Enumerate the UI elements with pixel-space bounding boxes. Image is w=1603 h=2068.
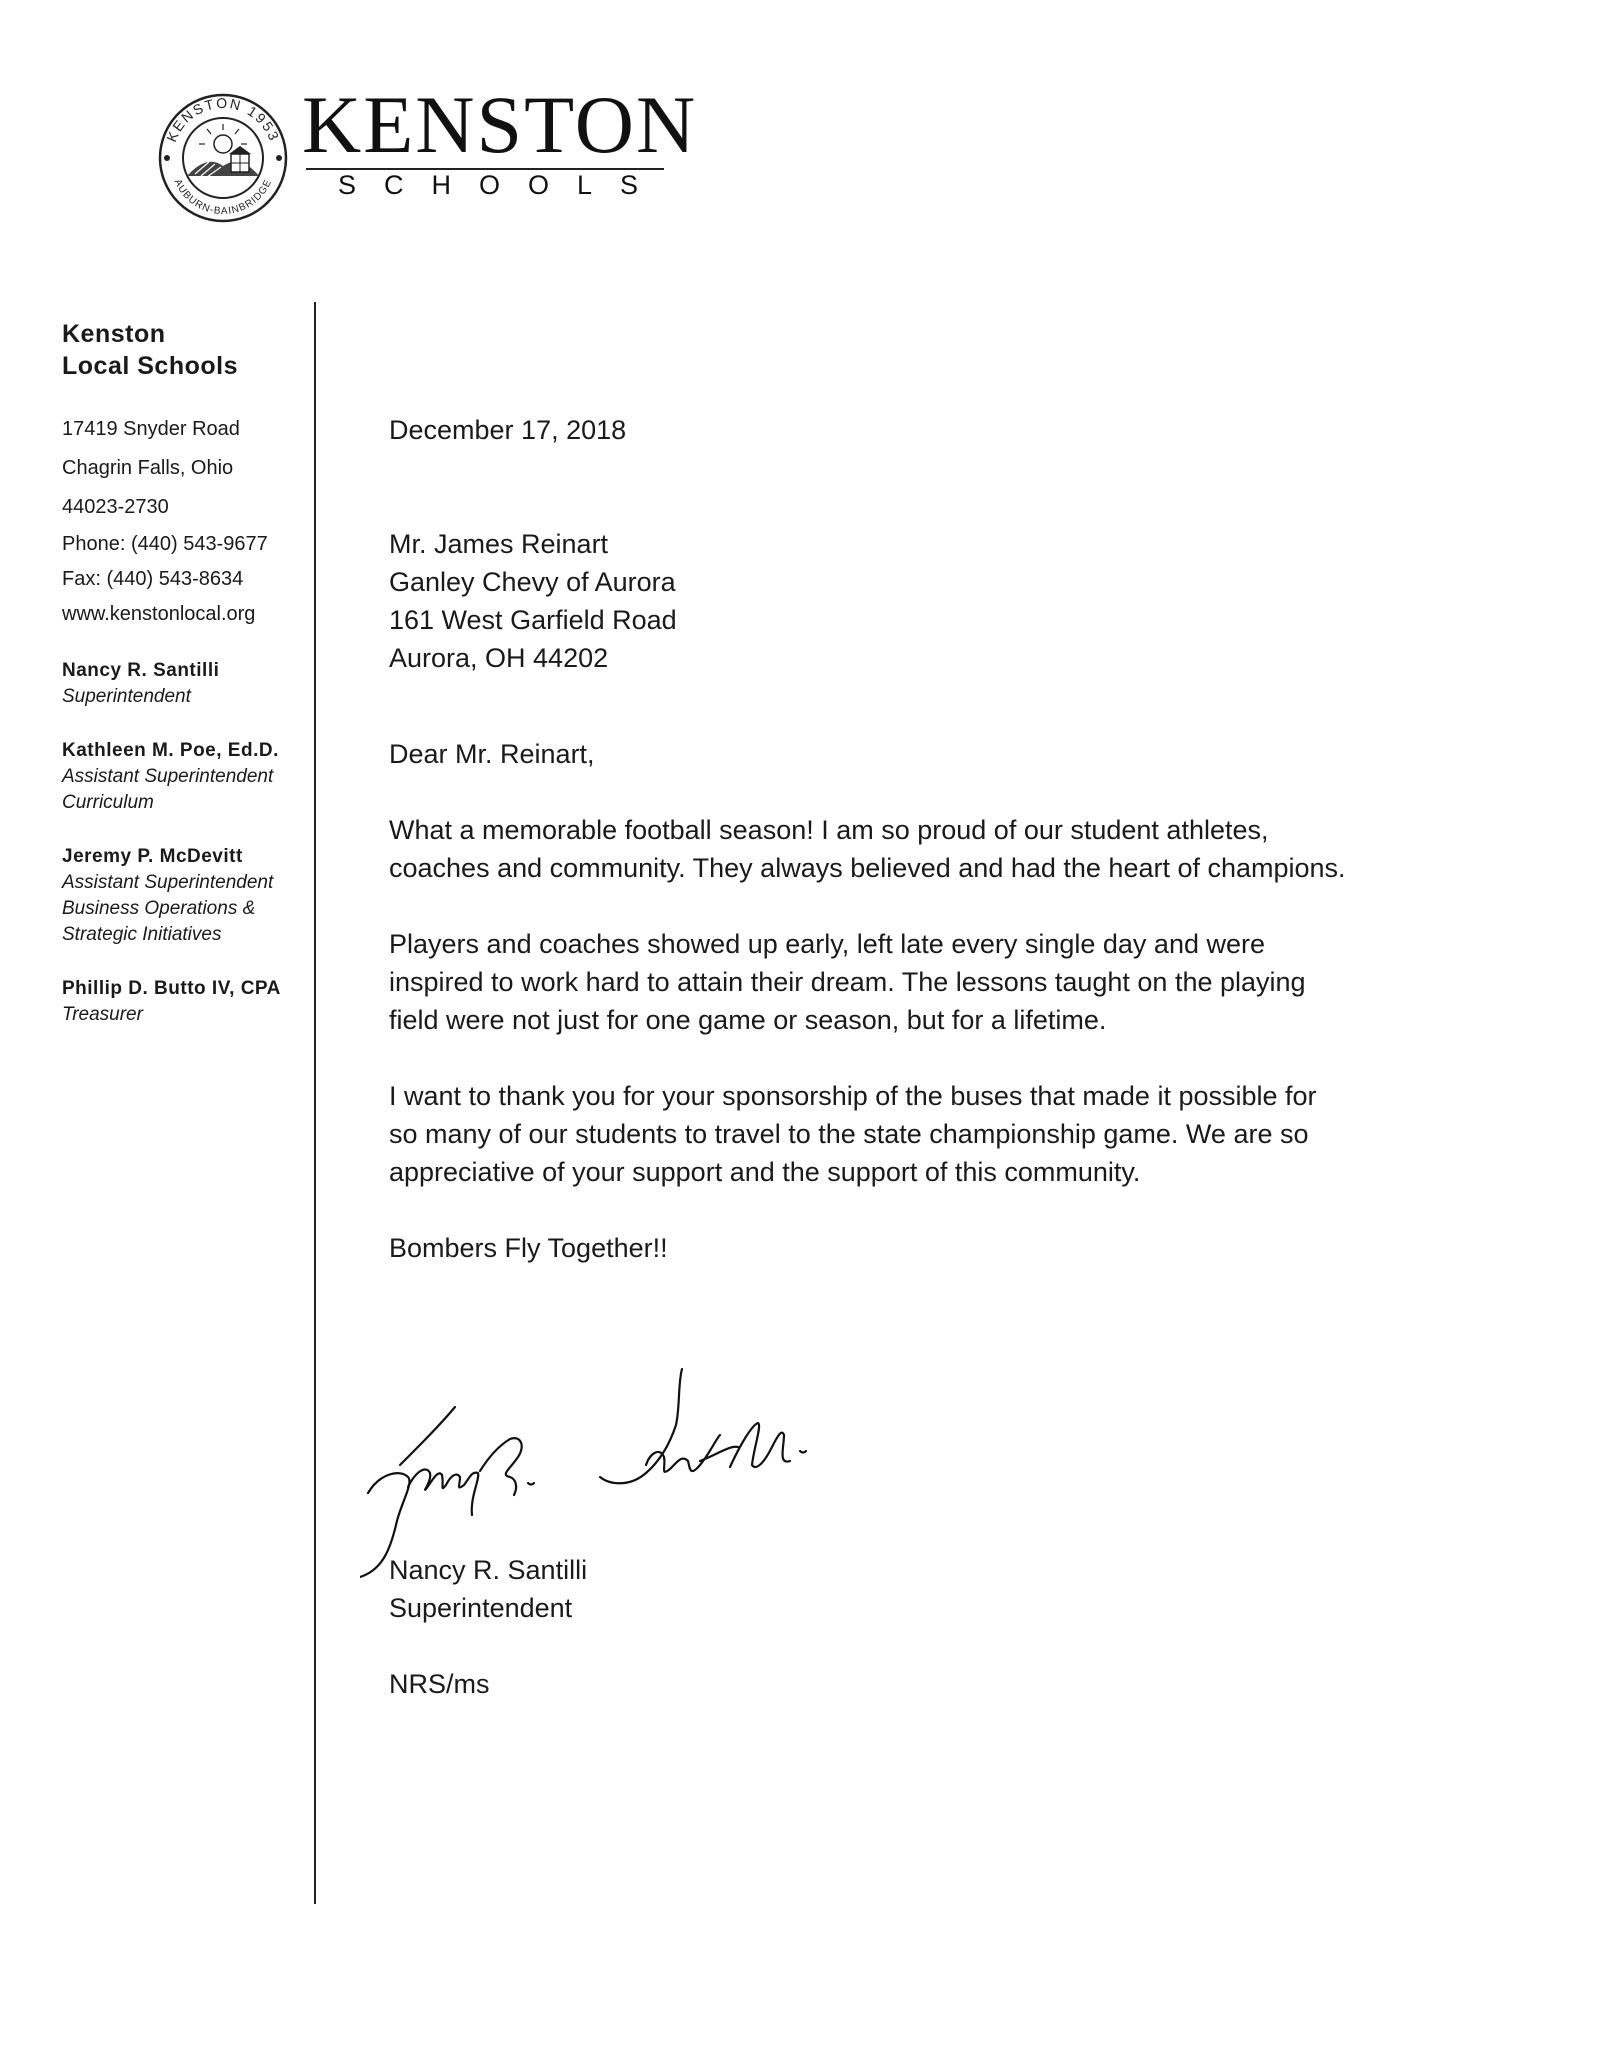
official-name: Nancy R. Santilli	[62, 660, 220, 681]
typist-initials: NRS/ms	[389, 1669, 490, 1699]
body-paragraph: I want to thank you for your sponsorship of the buses that made it possible for so many of our students to travel to the state championship game. We are so appreciative of your support and the support of this community.	[389, 1081, 1317, 1187]
kenston-seal-logo	[157, 92, 289, 224]
brand-name: KENSTON	[302, 79, 698, 170]
recipient-street: 161 West Garfield Road	[389, 605, 677, 635]
closing-line: Bombers Fly Together!!	[389, 1233, 668, 1263]
website-url: www.kenstonlocal.org	[62, 603, 256, 625]
letterhead-sidebar	[62, 318, 312, 1028]
signer-title: Superintendent	[389, 1593, 573, 1623]
official-name: Kathleen M. Poe, Ed.D.	[62, 740, 279, 761]
address-city: Chagrin Falls, Ohio	[62, 457, 234, 479]
district-name-line2: Local Schools	[62, 352, 238, 380]
recipient-address	[389, 525, 1389, 677]
salutation: Dear Mr. Reinart,	[389, 739, 595, 769]
svg-text:AUBURN-BAINBRIDGE: AUBURN-BAINBRIDGE	[171, 177, 275, 218]
official-assistant-business	[62, 844, 312, 948]
sidebar-divider	[314, 302, 316, 1904]
official-superintendent	[62, 658, 312, 710]
brand-subtitle: SCHOOLS	[338, 170, 667, 200]
official-title: Superintendent	[62, 686, 191, 707]
svg-text:KENSTON 1953: KENSTON 1953	[163, 94, 283, 145]
official-title: Curriculum	[62, 792, 154, 813]
recipient-company: Ganley Chevy of Aurora	[389, 567, 676, 597]
recipient-name: Mr. James Reinart	[389, 529, 609, 559]
fax-number: Fax: (440) 543-8634	[62, 568, 244, 590]
phone-number: Phone: (440) 543-9677	[62, 533, 268, 555]
official-treasurer	[62, 976, 312, 1028]
signer-name: Nancy R. Santilli	[389, 1555, 588, 1585]
handwritten-signature	[360, 1365, 830, 1580]
body-paragraph: Players and coaches showed up early, left late every single day and were inspired to work hard to attain their dream. The lessons taught on the playing field were not just for one game or season, but for a lifetime.	[389, 929, 1306, 1035]
recipient-city: Aurora, OH 44202	[389, 643, 609, 673]
official-title: Business Operations &	[62, 898, 256, 919]
address-zip: 44023-2730	[62, 496, 169, 518]
official-title: Assistant Superintendent	[62, 872, 274, 893]
contact-info	[62, 410, 312, 632]
letter-body	[389, 411, 1389, 1267]
official-name: Phillip D. Butto IV, CPA	[62, 978, 281, 999]
official-title: Assistant Superintendent	[62, 766, 274, 787]
official-title: Treasurer	[62, 1004, 143, 1025]
letter-date: December 17, 2018	[389, 415, 627, 445]
body-paragraph: What a memorable football season! I am so proud of our student athletes, coaches and community. They always believed and had the heart of champions.	[389, 815, 1346, 883]
official-name: Jeremy P. McDevitt	[62, 846, 243, 867]
official-assistant-curriculum	[62, 738, 312, 816]
signature-block	[389, 1551, 587, 1627]
district-name	[62, 318, 312, 382]
official-title: Strategic Initiatives	[62, 924, 222, 945]
address-street: 17419 Snyder Road	[62, 418, 240, 440]
district-name-line1: Kenston	[62, 320, 166, 348]
